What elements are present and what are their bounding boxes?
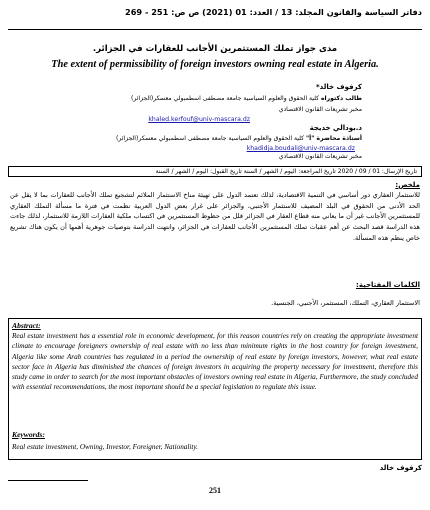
english-abstract-body: Real estate investment has a essential role in economic development, for this reason countries rely on creating the appropriate investment climate to encourage foreigners ownership of real estate with no less than minimum rights in the host country for foreign investment, Algeria like some Arab countries has regulated in a period the ownership of real estate by foreign investors, however, what real estate sector face in Algeria has diminished the chances of foreign investors in acquiring the property necessary for investment, therefore this study came in order to search for the most important obstacles of investors owning real estate in Algeria, Furthermore, the study concluded with essential recommendations, the most important should be a special legislation to regulate this issue.	[12, 332, 418, 392]
author-2-institution: كلية الحقوق والعلوم السياسية جامعة مصطفى اسطمبولي معسكر(الجزائر)	[116, 135, 305, 142]
english-title: The extent of permissibility of foreign investors owning real estate in Algeria.	[51, 59, 379, 70]
english-keywords-heading: Keywords:	[12, 430, 45, 439]
arabic-keywords: الاستثمار العقاري، التملك، المستثمر، الأجنبي، الجنسية.	[271, 299, 420, 307]
arabic-title: مدى جواز تملك المستثمرين الأجانب للعقارات في الجزائر.	[92, 44, 338, 54]
english-keywords: Real estate investment, Owning, Investor, Foreigner, Nationality.	[12, 443, 198, 451]
header-rule	[8, 29, 422, 30]
submission-dates: تاريخ الإرسال: 01 / 09 / 2020 تاريخ المراجعة: اليوم / الشهر / السنة تاريخ القبول: اليوم / الشهر / السنة	[8, 166, 422, 177]
author-2-affiliation	[32, 135, 362, 142]
author-1-email[interactable]: khaled.kerfouf@univ-mascara.dz	[148, 116, 250, 123]
author-1-title: طالب دكتوراه	[320, 95, 362, 102]
running-head: دفاتر السياسة والقانون المجلد: 13 / العدد: 01 (2021) ص ص: 251 - 269	[125, 7, 422, 17]
author-2-name: د.بودالي خديجة	[309, 124, 362, 132]
page-number: 251	[209, 486, 221, 495]
english-abstract-heading: Abstract:	[12, 321, 41, 330]
author-1-name: كرفوف خالد*	[316, 83, 362, 91]
author-1-lab: مخبر تشريعات القانون الاقتصادي	[278, 106, 362, 113]
arabic-abstract-body: للاستثمار العقاري دور أساسي في التنمية الاقتصادية، لذلك تعتمد الدول على تهيئة مناخ الاستثمار الملائم لتشجيع تملك الأجانب للعقارات بما لا يقل عن الحد الأدنى من الحقوق في البلد المضيف للاستثمار الأجنبي، والجزائر على غرار بعض الدول العربية نظمت في فترة ما مسألة التملك العقاري للمستثمرين الأجانب غير أن ما يعاني منه قطاع العقار في الجزائر قلل من حظوظ المستثمرين في اكتساب ملكية العقارات اللازمة للاستثمار، لذلك جاءت هذه الدراسة قصد البحث عن أهم عقبات تملك المستثمرين الأجانب للعقارات في الجزائر، وانتهت الدراسة بتوصيات جوهرية أهمها أن يكون هناك تشريع خاص ينظم هذه المسألة.	[10, 191, 420, 242]
corresponding-author: كرفوف خالد	[379, 464, 422, 472]
arabic-abstract-heading: ملخص:	[395, 181, 420, 189]
author-2-email[interactable]: khadidja.boudali@univ-mascara.dz	[246, 145, 355, 152]
arabic-keywords-heading: الكلمات المفتاحية:	[356, 281, 420, 289]
author-1-affiliation	[32, 95, 362, 102]
author-1-institution: كلية الحقوق والعلوم السياسية جامعة مصطفى اسطمبولي معسكر(الجزائر)	[130, 95, 319, 102]
footnote-rule	[8, 480, 88, 481]
author-2-lab: مخبر تشريعات القانون الاقتصادي	[278, 153, 362, 160]
author-2-title: أستاذة محاضرة "أ"	[306, 135, 362, 142]
